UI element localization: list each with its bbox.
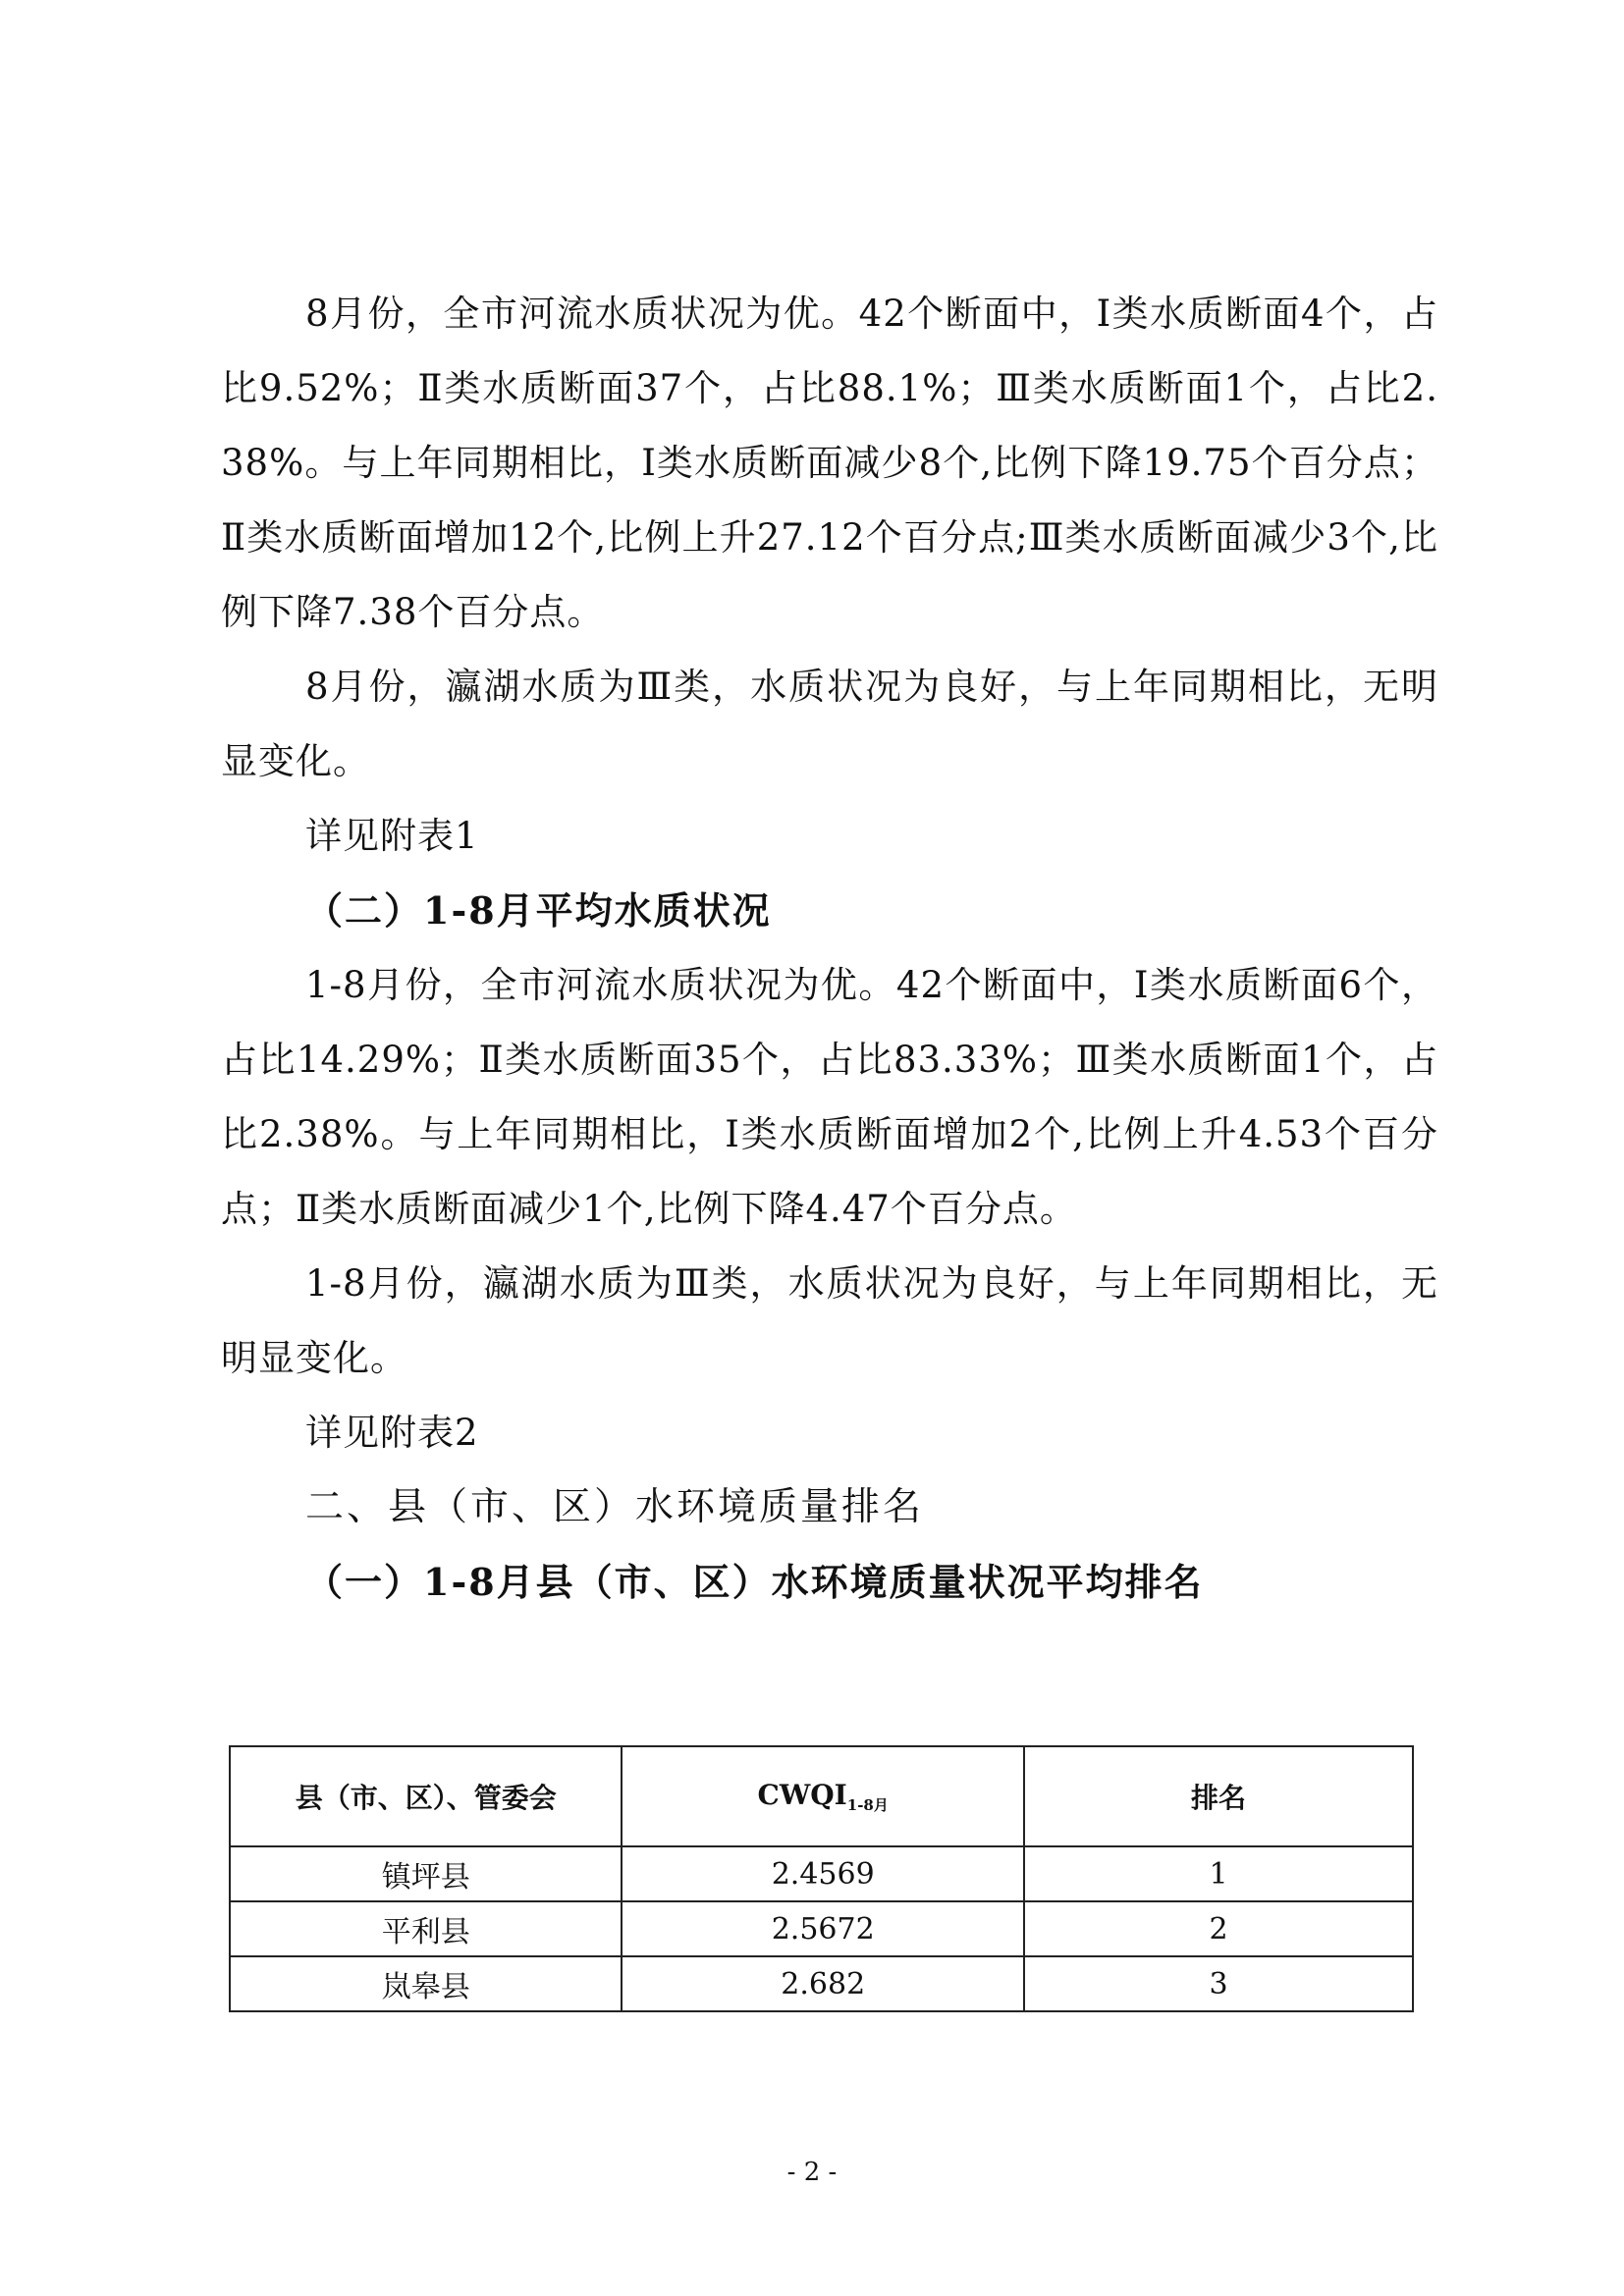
- heading-county-ranking: 二、县（市、区）水环境质量排名: [305, 1485, 925, 1529]
- page-number: - 2 -: [786, 2158, 838, 2187]
- cell-county: 镇坪县: [230, 1846, 622, 1901]
- heading-average-water-quality: （二）1-8月平均水质状况: [305, 888, 772, 933]
- header-county: 县（市、区）、管委会: [230, 1746, 622, 1846]
- cell-rank: 2: [1024, 1901, 1413, 1956]
- cell-county: 岚皋县: [230, 1956, 622, 2011]
- table-row: [230, 1901, 1413, 1956]
- paragraph-august-rivers: 8月份，全市河流水质状况为优。42个断面中，Ⅰ类水质断面4个，占比9.52%；Ⅱ类水质断面37个，占比88.1%；Ⅲ类水质断面1个，占比2.38%。与上年同期相比，Ⅰ类水质断面减少8个,比例下降19.75个百分点；Ⅱ类水质断面增加12个,比例上升27.12个百分点;Ⅲ类水质断面减少3个,比例下降7.38个百分点。: [221, 293, 1438, 633]
- table-row: [230, 1846, 1413, 1901]
- paragraph-see-appendix-2: 详见附表2: [305, 1412, 479, 1454]
- table-header-row: [230, 1746, 1413, 1846]
- cell-cwqi: 2.682: [622, 1956, 1024, 2011]
- paragraph-jan-aug-yinghu: 1-8月份，瀛湖水质为Ⅲ类，水质状况为良好，与上年同期相比，无明显变化。: [221, 1262, 1438, 1379]
- header-cwqi: [622, 1746, 1024, 1846]
- cell-rank: 3: [1024, 1956, 1413, 2011]
- header-cwqi-subscript: 1-8月: [846, 1795, 889, 1814]
- heading-average-ranking-table: （一）1-8月县（市、区）水环境质量状况平均排名: [305, 1560, 1204, 1604]
- paragraph-jan-aug-rivers: 1-8月份，全市河流水质状况为优。42个断面中，Ⅰ类水质断面6个，占比14.29%；Ⅱ类水质断面35个，占比83.33%；Ⅲ类水质断面1个，占比2.38%。与上年同期相比，Ⅰ类水质断面增加2个,比例上升4.53个百分点；Ⅱ类水质断面减少1个,比例下降4.47个百分点。: [221, 964, 1438, 1230]
- county-ranking-table: [229, 1745, 1414, 2012]
- cell-rank: 1: [1024, 1846, 1413, 1901]
- cell-county: 平利县: [230, 1901, 622, 1956]
- paragraph-see-appendix-1: 详见附表1: [305, 815, 479, 857]
- cell-cwqi: 2.5672: [622, 1901, 1024, 1956]
- document-body: [221, 277, 1438, 1620]
- table-row: [230, 1956, 1413, 2011]
- header-rank: 排名: [1024, 1746, 1413, 1846]
- paragraph-august-yinghu: 8月份，瀛湖水质为Ⅲ类，水质状况为良好，与上年同期相比，无明显变化。: [221, 666, 1438, 782]
- header-cwqi-label: CWQI: [757, 1778, 847, 1811]
- cell-cwqi: 2.4569: [622, 1846, 1024, 1901]
